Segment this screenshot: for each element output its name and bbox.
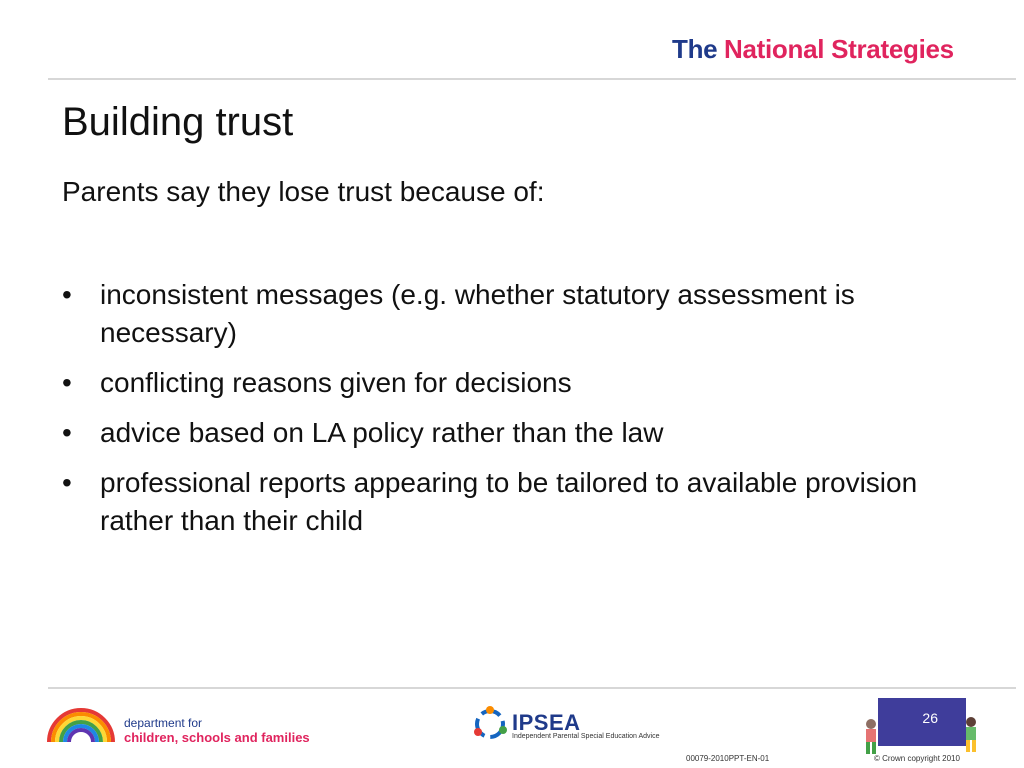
rainbow-logo-icon bbox=[46, 706, 116, 742]
child-figure-icon bbox=[862, 718, 880, 756]
slide-subtitle: Parents say they lose trust because of: bbox=[62, 176, 545, 207]
bullet-glyph: • bbox=[62, 279, 72, 310]
brand-the: The bbox=[672, 34, 718, 64]
ipsea-name: IPSEA bbox=[512, 710, 581, 735]
bullet-text: professional reports appearing to be tailored to available provision rather than their child bbox=[100, 467, 918, 536]
bullet-glyph: • bbox=[62, 417, 72, 448]
bullet-item bbox=[62, 414, 982, 452]
bullet-text: inconsistent messages (e.g. whether statutory assessment is necessary) bbox=[100, 279, 855, 348]
child-figure-icon bbox=[962, 716, 980, 754]
bullet-text: conflicting reasons given for decisions bbox=[100, 367, 572, 398]
slide-title: Building trust bbox=[62, 100, 294, 144]
bullet-list bbox=[62, 276, 982, 552]
footer-divider bbox=[48, 687, 1016, 689]
brand-national-strategies: National Strategies bbox=[724, 34, 954, 64]
document-code: 00079-2010PPT-EN-01 bbox=[686, 754, 770, 763]
bullet-glyph: • bbox=[62, 467, 72, 498]
bullet-item bbox=[62, 464, 982, 540]
ipsea-logo-icon bbox=[470, 704, 510, 744]
dcsf-line2: children, schools and families bbox=[124, 730, 310, 745]
slide-number-badge bbox=[878, 698, 966, 746]
bullet-item bbox=[62, 276, 982, 352]
header-divider bbox=[48, 78, 1016, 80]
slide-number: 26 bbox=[922, 710, 938, 726]
ipsea-tagline: Independent Parental Special Education Advice bbox=[512, 733, 660, 740]
dcsf-line1: department for bbox=[124, 716, 203, 730]
bullet-item bbox=[62, 364, 982, 402]
bullet-text: advice based on LA policy rather than the law bbox=[100, 417, 664, 448]
bullet-glyph: • bbox=[62, 367, 72, 398]
copyright-notice: © Crown copyright 2010 bbox=[874, 754, 960, 763]
